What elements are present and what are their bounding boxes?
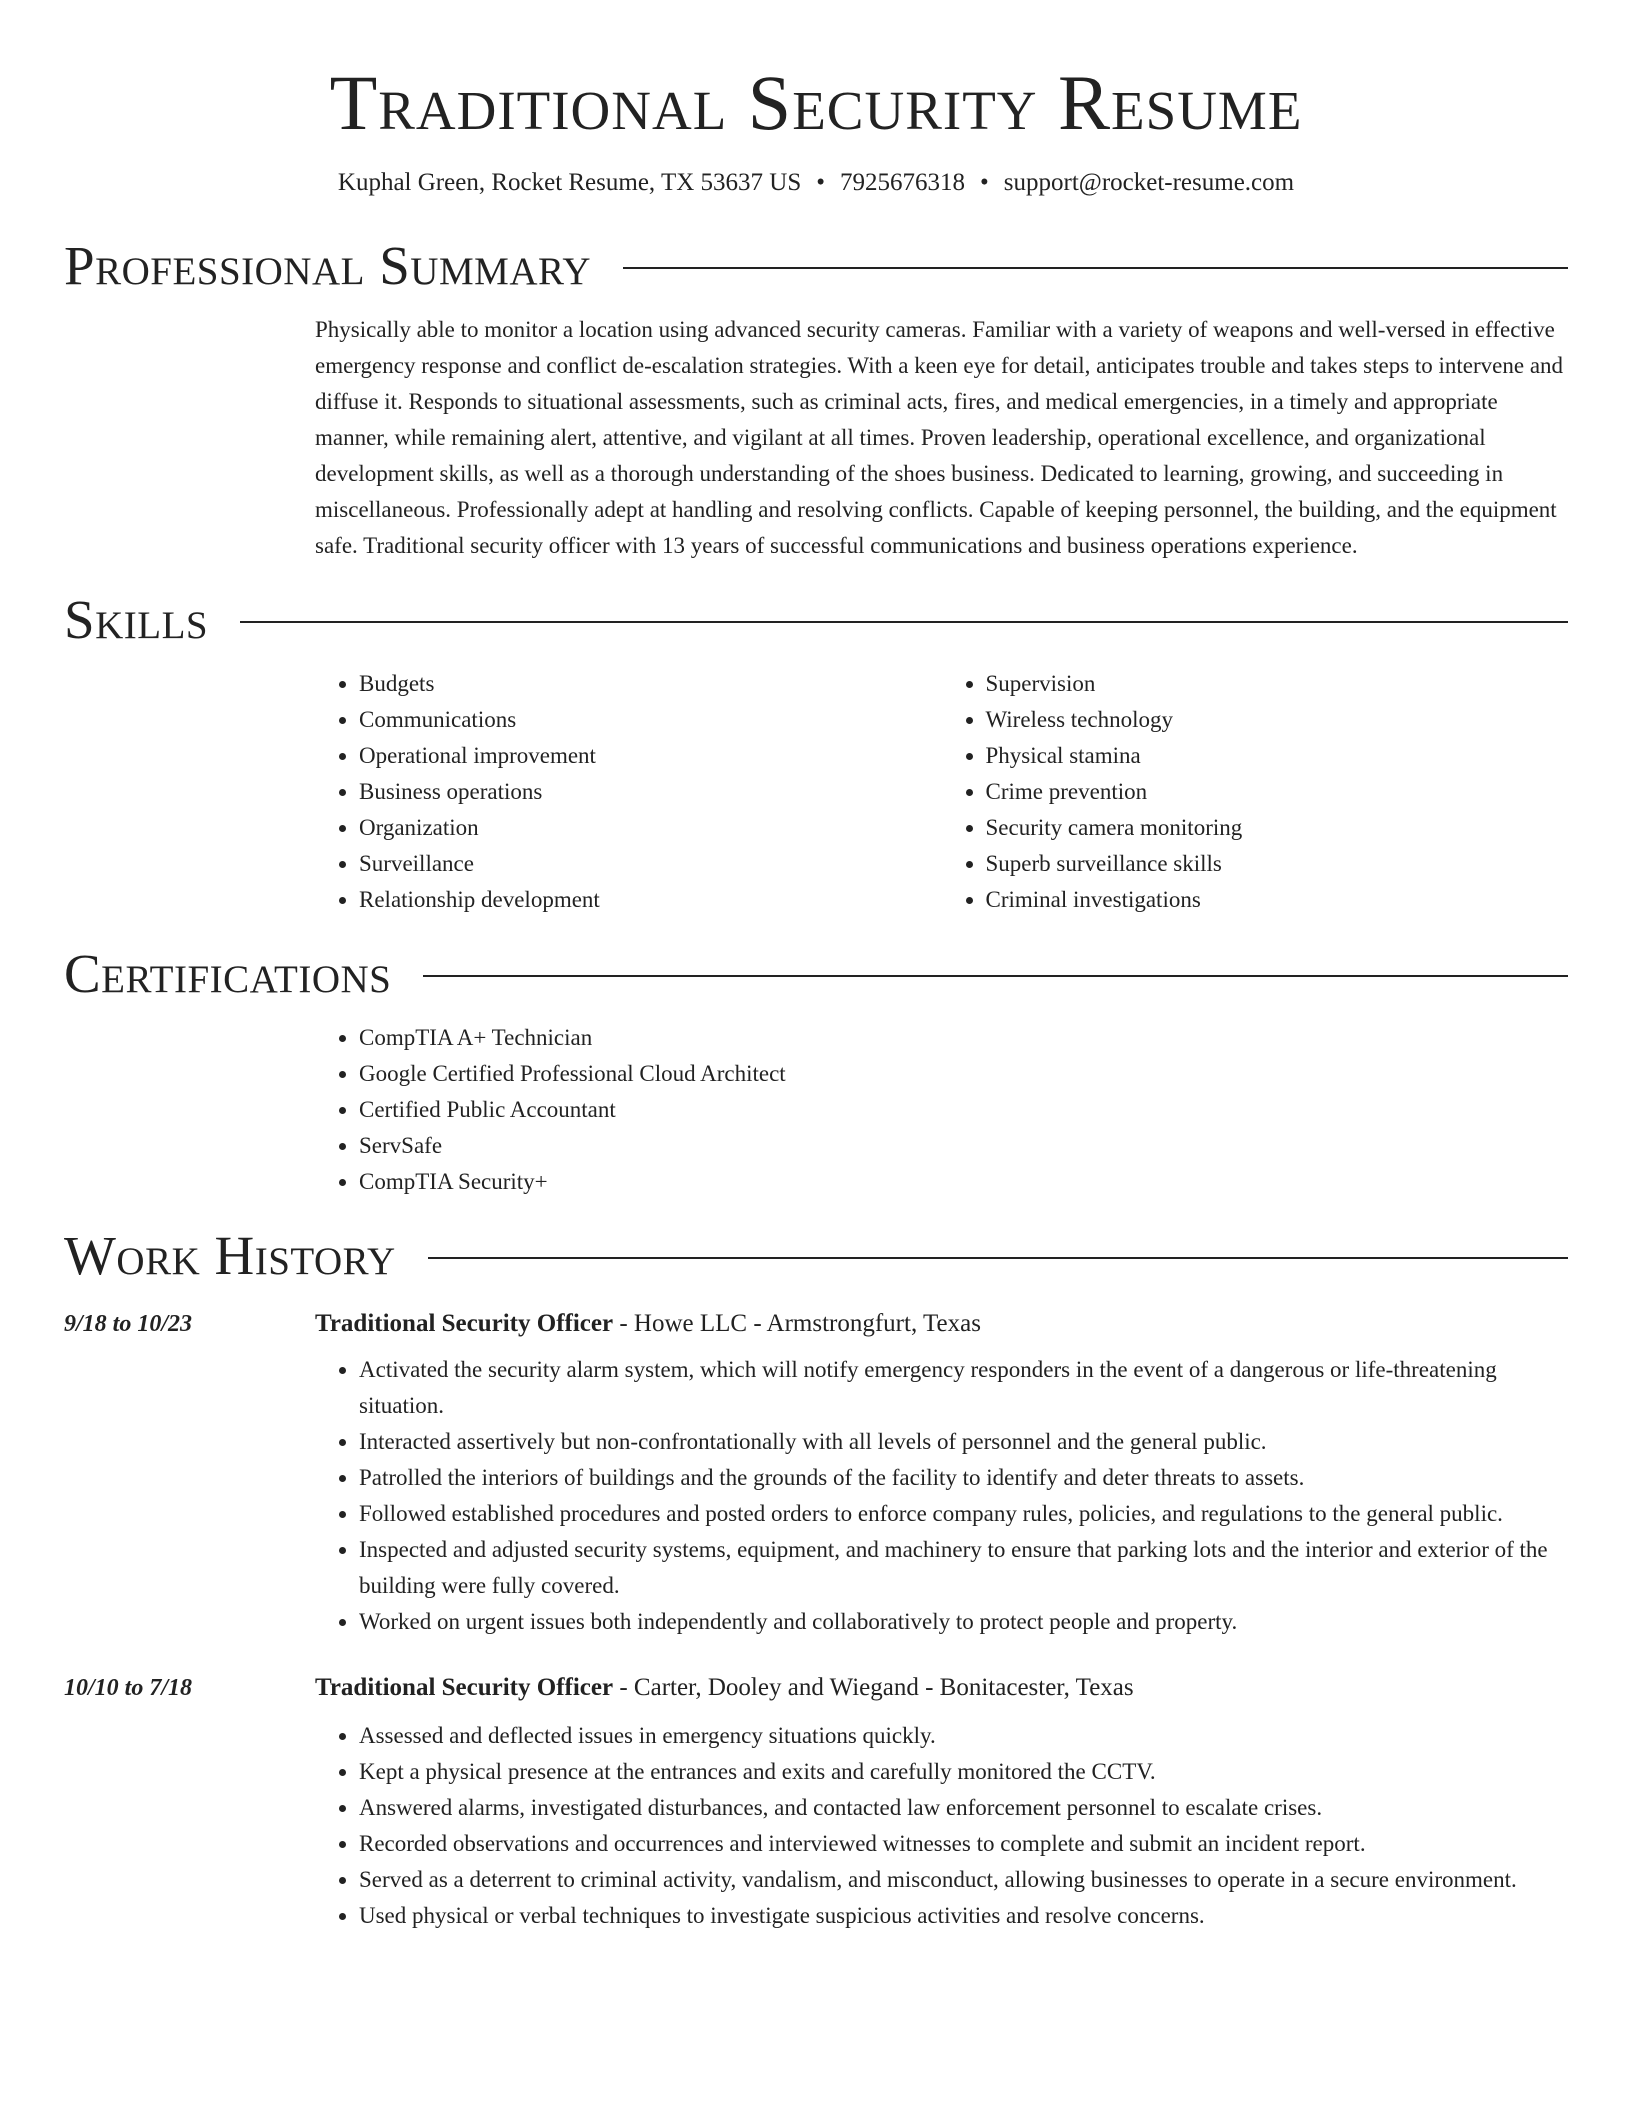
job-header	[64, 1310, 1568, 1338]
job-bullet: • Activated the security alarm system, which will notify emergency responders in the event of a dangerous or life-threatening situation.	[359, 1352, 1568, 1424]
skill-item: • Surveillance	[359, 846, 942, 882]
job-employer: - Carter, Dooley and Wiegand - Bonitacester, Texas	[613, 1674, 1134, 1701]
skill-item: • Crime prevention	[986, 774, 1569, 810]
job-bullet: • Recorded observations and occurrences and interviewed witnesses to complete and submit an incident report.	[359, 1826, 1568, 1862]
job-bullets	[315, 1352, 1568, 1640]
section-divider	[428, 1257, 1568, 1259]
job-header	[64, 1674, 1568, 1702]
skill-item: • Superb surveillance skills	[986, 846, 1569, 882]
section-divider	[423, 975, 1568, 977]
job-duties	[315, 1352, 1568, 1640]
summary-heading: Professional Summary	[64, 235, 592, 296]
certification-item: • Certified Public Accountant	[359, 1092, 1568, 1128]
summary-text: Physically able to monitor a location using advanced security cameras. Familiar with a variety of weapons and well-versed in effective emergency response and conflict de-escalation strategies. With a keen eye for detail, anticipates trouble and takes steps to intervene and diffuse it. Responds to situational assessments, such as criminal acts, fires, and medical emergencies, in a timely and appropriate manner, while remaining alert, attentive, and vigilant at all times. Proven leadership, operational excellence, and organizational development skills, as well as a thorough understanding of the shoes business. Dedicated to learning, growing, and succeeding in miscellaneous. Professionally adept at handling and resolving conflicts. Capable of keeping personnel, the building, and the equipment safe. Traditional security officer with 13 years of successful communications and business operations experience.	[315, 317, 1564, 558]
contact-email: support@rocket-resume.com	[1003, 169, 1295, 196]
job-bullet: • Kept a physical presence at the entrances and exits and carefully monitored the CCTV.	[359, 1754, 1568, 1790]
contact-address: Kuphal Green, Rocket Resume, TX 53637 US	[337, 169, 802, 196]
certifications-list	[315, 1020, 1568, 1200]
skill-item: • Wireless technology	[986, 702, 1569, 738]
work-section-header	[64, 1224, 1568, 1288]
skill-item: • Criminal investigations	[986, 882, 1569, 918]
job-title: Traditional Security Officer	[315, 1310, 614, 1337]
job-title-line	[315, 1674, 1134, 1702]
job-bullet: • Used physical or verbal techniques to investigate suspicious activities and resolve concerns.	[359, 1898, 1568, 1934]
work-heading: Work History	[64, 1225, 396, 1286]
resume-title: Traditional Security Resume	[329, 59, 1303, 146]
skills-section-header	[64, 588, 1568, 652]
skill-item: • Communications	[359, 702, 942, 738]
job-bullet: • Worked on urgent issues both independently and collaboratively to protect people and property.	[359, 1604, 1568, 1640]
skill-item: • Organization	[359, 810, 942, 846]
contact-phone: 7925676318	[840, 169, 966, 196]
skill-item: • Business operations	[359, 774, 942, 810]
job-bullet: • Interacted assertively but non-confrontationally with all levels of personnel and the general public.	[359, 1424, 1568, 1460]
skills-block	[315, 666, 1568, 918]
skill-item: • Relationship development	[359, 882, 942, 918]
job-dates: 9/18 to 10/23	[64, 1311, 193, 1337]
job-entry	[64, 1310, 1568, 1640]
job-title-line	[315, 1310, 981, 1338]
certifications-heading: Certifications	[64, 943, 392, 1004]
summary-block	[315, 312, 1568, 564]
job-duties	[315, 1718, 1568, 1934]
certification-item: • Google Certified Professional Cloud Architect	[359, 1056, 1568, 1092]
job-dates: 10/10 to 7/18	[64, 1675, 193, 1701]
job-bullets	[315, 1718, 1568, 1934]
certifications-block	[315, 1020, 1568, 1200]
job-employer: - Howe LLC - Armstrongfurt, Texas	[613, 1310, 981, 1337]
skills-list-left	[315, 666, 942, 918]
contact-separator: •	[980, 169, 989, 196]
contact-line	[64, 166, 1568, 200]
certification-item: • CompTIA A+ Technician	[359, 1020, 1568, 1056]
section-divider	[623, 267, 1568, 269]
job-title: Traditional Security Officer	[315, 1674, 614, 1701]
skill-item: • Budgets	[359, 666, 942, 702]
skill-item: • Security camera monitoring	[986, 810, 1569, 846]
skills-list-right	[942, 666, 1569, 918]
skill-item: • Physical stamina	[986, 738, 1569, 774]
section-divider	[240, 621, 1568, 623]
skill-item: • Supervision	[986, 666, 1569, 702]
skills-heading: Skills	[64, 589, 209, 650]
certifications-section-header	[64, 942, 1568, 1006]
certification-item: • ServSafe	[359, 1128, 1568, 1164]
certification-item: • CompTIA Security+	[359, 1164, 1568, 1200]
job-bullet: • Served as a deterrent to criminal activity, vandalism, and misconduct, allowing businesses to operate in a secure environment.	[359, 1862, 1568, 1898]
job-bullet: • Answered alarms, investigated disturbances, and contacted law enforcement personnel to escalate crises.	[359, 1790, 1568, 1826]
summary-section-header	[64, 234, 1568, 298]
job-bullet: • Followed established procedures and posted orders to enforce company rules, policies, and regulations to the general public.	[359, 1496, 1568, 1532]
contact-separator: •	[816, 169, 826, 196]
job-bullet: • Patrolled the interiors of buildings and the grounds of the facility to identify and deter threats to assets.	[359, 1460, 1568, 1496]
job-bullet: • Inspected and adjusted security systems, equipment, and machinery to ensure that parking lots and the interior and exterior of the building were fully covered.	[359, 1532, 1568, 1604]
job-bullet: • Assessed and deflected issues in emergency situations quickly.	[359, 1718, 1568, 1754]
skill-item: • Operational improvement	[359, 738, 942, 774]
job-entry	[64, 1674, 1568, 1934]
